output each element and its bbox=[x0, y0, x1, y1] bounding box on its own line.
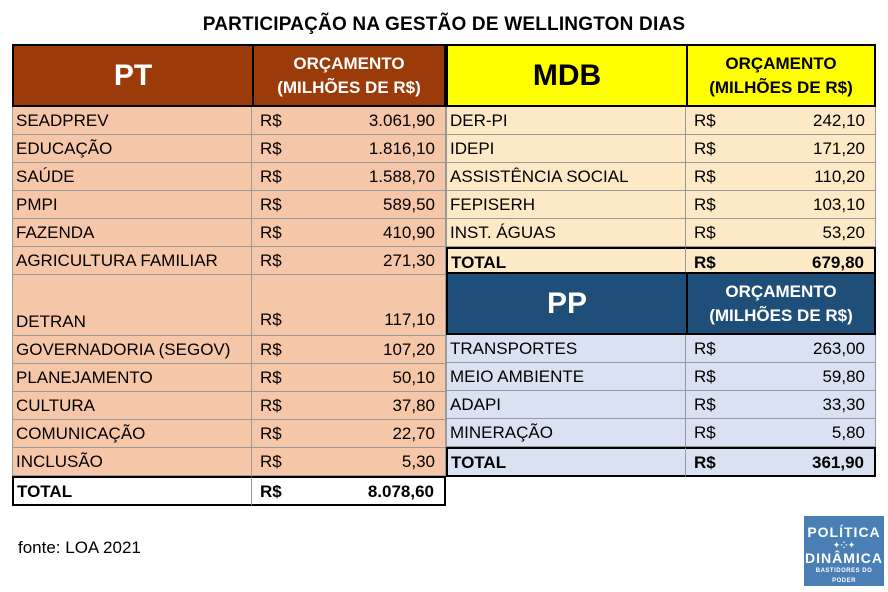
pp-budget-header bbox=[686, 272, 876, 335]
pp-row-name: MINERAÇÃO bbox=[446, 419, 686, 447]
mdb-party-header: MDB bbox=[446, 44, 688, 107]
mdb-table bbox=[446, 44, 876, 274]
pp-row-name: MEIO AMBIENTE bbox=[446, 363, 686, 391]
currency-symbol: R$ bbox=[260, 482, 282, 501]
page-title: PARTICIPAÇÃO NA GESTÃO DE WELLINGTON DIAS bbox=[202, 14, 686, 35]
currency-symbol: R$ bbox=[260, 195, 282, 214]
pp-total-value-cell bbox=[686, 447, 876, 477]
currency-symbol: R$ bbox=[694, 223, 716, 242]
mdb-row-value: 110,20 bbox=[814, 167, 865, 186]
politica-dinamica-logo bbox=[804, 516, 884, 586]
pp-table-row bbox=[446, 363, 876, 391]
pt-table-row bbox=[12, 163, 446, 191]
pt-row-value-cell bbox=[252, 135, 446, 163]
mdb-row-value-cell bbox=[686, 163, 876, 191]
pt-total-value: 8.078,60 bbox=[367, 482, 434, 501]
pt-table-row bbox=[12, 191, 446, 219]
pp-table-row bbox=[446, 391, 876, 419]
logo-line2: DINÂMICA bbox=[805, 550, 883, 566]
mdb-table-row bbox=[446, 191, 876, 219]
pt-row-value: 50,10 bbox=[392, 368, 435, 387]
pp-row-value-cell bbox=[686, 335, 876, 363]
pp-table-row bbox=[446, 419, 876, 447]
pt-row-value: 107,20 bbox=[383, 340, 435, 359]
pt-row-value-cell bbox=[252, 107, 446, 135]
pt-table bbox=[12, 44, 446, 508]
mdb-budget-header-line1: ORÇAMENTO bbox=[725, 53, 837, 73]
pp-total-label: TOTAL bbox=[446, 447, 686, 477]
mdb-total-value: 679,80 bbox=[812, 253, 864, 272]
currency-symbol: R$ bbox=[260, 111, 282, 130]
currency-symbol: R$ bbox=[260, 223, 282, 242]
pp-row-name: TRANSPORTES bbox=[446, 335, 686, 363]
mdb-table-row bbox=[446, 135, 876, 163]
currency-symbol: R$ bbox=[694, 139, 716, 158]
mdb-budget-header-line2: (MILHÕES DE R$) bbox=[709, 77, 853, 97]
mdb-table-row bbox=[446, 163, 876, 191]
pt-row-value: 1.816,10 bbox=[368, 139, 435, 158]
currency-symbol: R$ bbox=[694, 339, 716, 358]
currency-symbol: R$ bbox=[260, 139, 282, 158]
pt-row-value-cell bbox=[252, 275, 446, 336]
mdb-row-value: 242,10 bbox=[813, 111, 865, 130]
pt-table-row bbox=[12, 364, 446, 392]
mdb-total-label: TOTAL bbox=[446, 247, 686, 277]
pt-row-value: 37,80 bbox=[392, 396, 435, 415]
pp-table-row bbox=[446, 335, 876, 363]
currency-symbol: R$ bbox=[694, 111, 716, 130]
currency-symbol: R$ bbox=[694, 195, 716, 214]
pt-row-value-cell bbox=[252, 364, 446, 392]
currency-symbol: R$ bbox=[694, 253, 716, 272]
pp-row-name: ADAPI bbox=[446, 391, 686, 419]
pt-row-value-cell bbox=[252, 392, 446, 420]
currency-symbol: R$ bbox=[694, 423, 716, 442]
pt-row-name: PLANEJAMENTO bbox=[12, 364, 252, 392]
mdb-row-value: 103,10 bbox=[813, 195, 865, 214]
pp-table bbox=[446, 272, 876, 478]
currency-symbol: R$ bbox=[260, 368, 282, 387]
pt-table-row bbox=[12, 448, 446, 476]
pt-row-name: FAZENDA bbox=[12, 219, 252, 247]
pt-table-row bbox=[12, 247, 446, 275]
pp-row-value: 5,80 bbox=[831, 423, 865, 442]
pt-row-value: 589,50 bbox=[383, 195, 435, 214]
currency-symbol: R$ bbox=[694, 395, 716, 414]
pt-row-value-cell bbox=[252, 420, 446, 448]
pp-row-value: 263,00 bbox=[813, 339, 865, 358]
mdb-table-row bbox=[446, 107, 876, 135]
pt-row-name: GOVERNADORIA (SEGOV) bbox=[12, 336, 252, 364]
pt-row-name: AGRICULTURA FAMILIAR bbox=[12, 247, 252, 275]
mdb-table-row bbox=[446, 219, 876, 247]
pt-total-value-cell bbox=[252, 476, 446, 506]
pt-row-name: PMPI bbox=[12, 191, 252, 219]
pt-row-value: 1.588,70 bbox=[368, 167, 435, 186]
currency-symbol: R$ bbox=[260, 340, 282, 359]
pp-budget-header-line2: (MILHÕES DE R$) bbox=[709, 305, 853, 325]
currency-symbol: R$ bbox=[260, 251, 282, 270]
mdb-row-name: FEPISERH bbox=[446, 191, 686, 219]
logo-line1: POLÍTICA bbox=[807, 524, 881, 540]
pp-row-value-cell bbox=[686, 419, 876, 447]
source-note: fonte: LOA 2021 bbox=[18, 538, 141, 557]
pt-row-value: 5,30 bbox=[401, 452, 435, 471]
pp-row-value-cell bbox=[686, 391, 876, 419]
pt-row-name: SAÚDE bbox=[12, 163, 252, 191]
pt-row-value-cell bbox=[252, 448, 446, 476]
pt-row-name: INCLUSÃO bbox=[12, 448, 252, 476]
mdb-budget-header bbox=[686, 44, 876, 107]
pt-row-value: 271,30 bbox=[383, 251, 435, 270]
pt-row-name: COMUNICAÇÃO bbox=[12, 420, 252, 448]
pp-total-row bbox=[446, 447, 876, 477]
pp-party-header: PP bbox=[446, 272, 688, 335]
pt-table-row bbox=[12, 219, 446, 247]
pt-table-row bbox=[12, 135, 446, 163]
pt-row-value-cell bbox=[252, 247, 446, 275]
mdb-row-value: 171,20 bbox=[813, 139, 865, 158]
currency-symbol: R$ bbox=[260, 167, 282, 186]
currency-symbol: R$ bbox=[694, 453, 716, 472]
pp-budget-header-line1: ORÇAMENTO bbox=[725, 281, 837, 301]
pt-table-row bbox=[12, 107, 446, 135]
pt-table-row bbox=[12, 336, 446, 364]
logo-tagline: BASTIDORES DO PODER bbox=[815, 568, 873, 584]
pp-row-value: 59,80 bbox=[822, 367, 865, 386]
pt-budget-header-line1: ORÇAMENTO bbox=[293, 53, 405, 73]
pt-row-value-cell bbox=[252, 163, 446, 191]
pt-party-header: PT bbox=[12, 44, 254, 107]
pt-row-name: EDUCAÇÃO bbox=[12, 135, 252, 163]
mdb-row-value-cell bbox=[686, 107, 876, 135]
pt-total-row bbox=[12, 476, 446, 506]
pt-table-row bbox=[12, 420, 446, 448]
logo-ornament-icon: ✦⁘✦ bbox=[832, 540, 856, 550]
currency-symbol: R$ bbox=[260, 396, 282, 415]
pp-total-value: 361,90 bbox=[812, 453, 864, 472]
currency-symbol: R$ bbox=[260, 424, 282, 443]
mdb-row-value-cell bbox=[686, 219, 876, 247]
pt-row-name: CULTURA bbox=[12, 392, 252, 420]
mdb-row-name: IDEPI bbox=[446, 135, 686, 163]
currency-symbol: R$ bbox=[694, 367, 716, 386]
pt-table-row bbox=[12, 392, 446, 420]
pt-row-value-cell bbox=[252, 191, 446, 219]
pt-row-value: 410,90 bbox=[383, 223, 435, 242]
pp-row-value: 33,30 bbox=[822, 395, 865, 414]
pt-row-value: 3.061,90 bbox=[368, 111, 435, 130]
pt-row-value-cell bbox=[252, 219, 446, 247]
pt-row-value-cell bbox=[252, 336, 446, 364]
currency-symbol: R$ bbox=[260, 452, 282, 471]
pt-row-value: 22,70 bbox=[392, 424, 435, 443]
pt-row-name: DETRAN bbox=[12, 275, 252, 336]
mdb-row-name: DER-PI bbox=[446, 107, 686, 135]
pt-budget-header bbox=[252, 44, 446, 107]
currency-symbol: R$ bbox=[694, 167, 716, 186]
pt-row-value: 117,10 bbox=[384, 310, 435, 329]
currency-symbol: R$ bbox=[260, 310, 282, 329]
mdb-row-name: ASSISTÊNCIA SOCIAL bbox=[446, 163, 686, 191]
pt-budget-header-line2: (MILHÕES DE R$) bbox=[277, 77, 421, 97]
mdb-row-name: INST. ÁGUAS bbox=[446, 219, 686, 247]
pt-table-row bbox=[12, 275, 446, 336]
pt-total-label: TOTAL bbox=[12, 476, 252, 506]
mdb-row-value-cell bbox=[686, 191, 876, 219]
mdb-row-value-cell bbox=[686, 135, 876, 163]
pp-row-value-cell bbox=[686, 363, 876, 391]
mdb-row-value: 53,20 bbox=[822, 223, 865, 242]
pt-row-name: SEADPREV bbox=[12, 107, 252, 135]
